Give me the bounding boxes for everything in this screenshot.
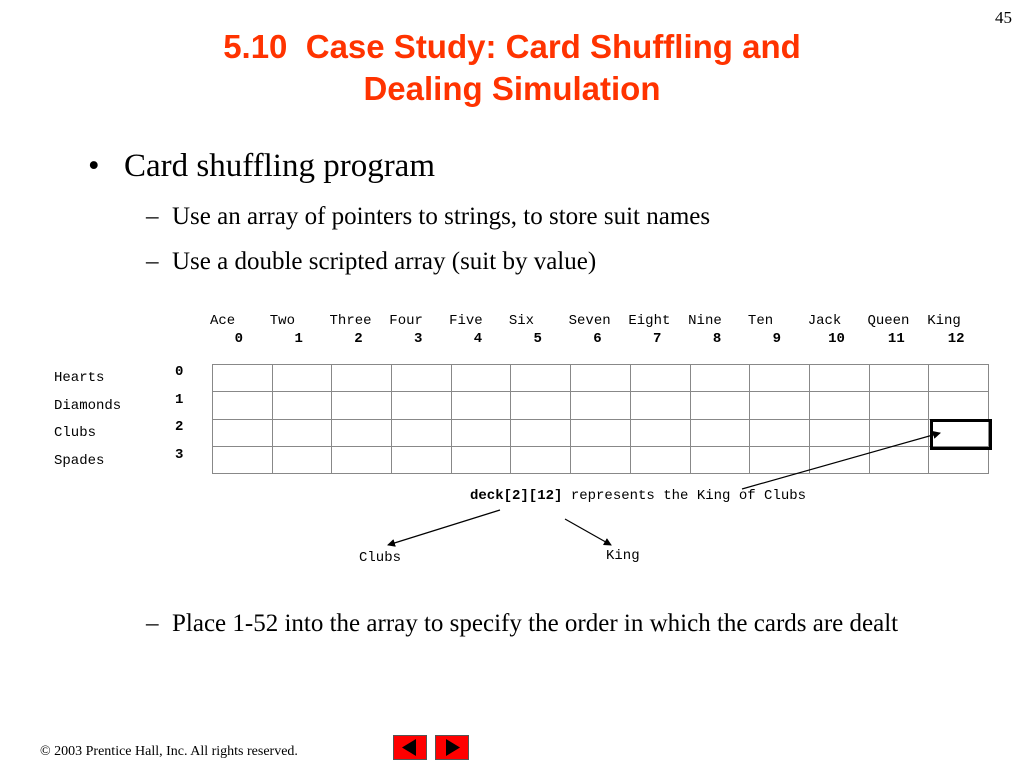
row-index: 1 <box>175 391 184 408</box>
left-arrow-icon <box>394 736 426 759</box>
column-index: 10 <box>828 331 845 347</box>
copyright-symbol: © <box>40 744 51 759</box>
row-label: Spades <box>54 452 105 469</box>
deck-caption <box>470 488 806 504</box>
column-name: Ace <box>210 313 236 329</box>
arrow-to-clubs <box>388 510 500 545</box>
page-number: 45 <box>995 8 1012 27</box>
column-index: 11 <box>887 331 905 347</box>
pointer-label-clubs: Clubs <box>359 550 402 566</box>
column-name: Six <box>508 313 535 329</box>
previous-slide-button[interactable] <box>393 735 427 760</box>
copyright-text: 2003 Prentice Hall, Inc. All rights reserved. <box>50 744 298 759</box>
row-index: 0 <box>175 364 184 380</box>
row-index: 3 <box>175 446 184 463</box>
column-name: Four <box>389 313 423 329</box>
column-index: 12 <box>947 331 965 347</box>
column-name: Ten <box>747 313 774 329</box>
pointer-label-king: King <box>606 548 640 564</box>
dash-glyph: – <box>146 203 159 230</box>
column-name: Eight <box>628 313 671 329</box>
column-name: Jack <box>807 313 842 329</box>
slide-title-line-2: Dealing Simulation <box>363 70 661 107</box>
deck-caption-text: represents the King of Clubs <box>562 488 807 504</box>
sub-bullet-1-text: Use an array of pointers to strings, to store suit names <box>172 203 711 230</box>
column-name: Nine <box>688 313 722 329</box>
arrow-to-king <box>565 519 611 545</box>
sub-bullet-2-text: Use a double scripted array (suit by value) <box>172 248 597 275</box>
main-bullet-text: Card shuffling program <box>124 148 436 184</box>
column-index: 2 <box>354 331 363 347</box>
column-index: 5 <box>533 331 542 347</box>
footer-copyright <box>40 744 298 760</box>
column-name: Queen <box>867 313 910 329</box>
column-name: Five <box>449 313 483 329</box>
row-label: Clubs <box>54 425 97 441</box>
column-name: King <box>927 313 961 329</box>
row-index: 2 <box>175 419 184 435</box>
dash-glyph: – <box>146 610 159 637</box>
slide-title-line-1: 5.10 Case Study: Card Shuffling and <box>223 28 801 65</box>
sub-bullet-3 <box>146 605 946 642</box>
row-label: Diamonds <box>54 397 122 414</box>
row-label: Hearts <box>54 370 105 386</box>
bullet-glyph: • <box>88 148 100 184</box>
right-arrow-icon <box>436 736 468 759</box>
column-name: Two <box>269 313 295 329</box>
column-index: 4 <box>473 331 483 347</box>
column-index: 9 <box>772 331 781 347</box>
column-name: Seven <box>568 313 611 329</box>
deck-expression: deck[2][12] <box>470 488 563 504</box>
dash-glyph: – <box>146 248 159 275</box>
column-index: 6 <box>593 331 602 347</box>
column-index: 7 <box>653 331 662 347</box>
column-index: 1 <box>294 331 303 347</box>
column-index: 3 <box>413 331 423 347</box>
column-index: 0 <box>234 331 244 347</box>
arrow-to-king-of-clubs <box>742 433 940 489</box>
column-name: Three <box>329 313 372 329</box>
sub-bullet-3-text: Place 1-52 into the array to specify the order in which the cards are dealt <box>172 610 899 637</box>
next-slide-button[interactable] <box>435 735 469 760</box>
column-index: 8 <box>712 331 722 347</box>
